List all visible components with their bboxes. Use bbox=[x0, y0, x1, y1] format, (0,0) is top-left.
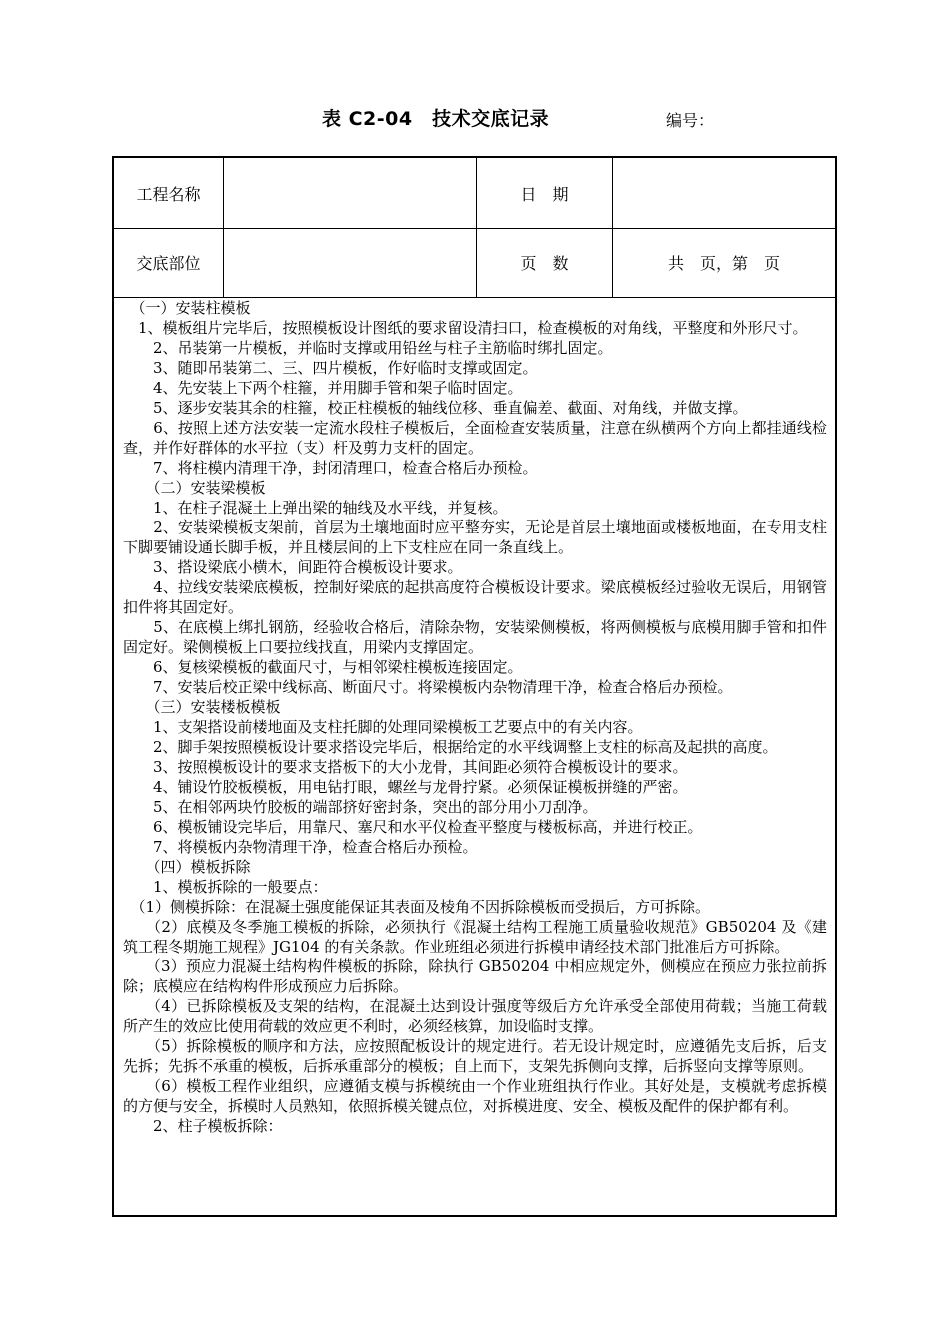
technical-briefing-record-sheet bbox=[112, 156, 837, 1217]
content-paragraph: 2、脚手架按照模板设计要求搭设完毕后，根据给定的水平线调整上支柱的标高及起拱的高度。 bbox=[123, 737, 778, 756]
content-paragraph: （5）拆除模板的顺序和方法，应按照配板设计的规定进行。若无设计规定时，应遵循先支后拆，后支先拆；先拆不承重的模板，后拆承重部分的模板；自上而下，支架先拆侧向支撑，后拆竖向支撑等原则。 bbox=[123, 1037, 827, 1076]
content-paragraph: 1、支架搭设前楼地面及支柱托脚的处理同梁模板工艺要点中的有关内容。 bbox=[123, 718, 643, 737]
content-paragraph: 1、模板拆除的一般要点： bbox=[123, 877, 328, 896]
content-paragraph: 1、模板组片完毕后，按照模板设计图纸的要求留设清扫口，检查模板的对角线，平整度和外形尺寸。 bbox=[123, 318, 808, 337]
content-paragraph: （二）安装梁模板 bbox=[123, 478, 266, 497]
title-row bbox=[0, 104, 950, 136]
content-paragraph: （三）安装楼板模板 bbox=[123, 698, 281, 717]
content-paragraph: 3、搭设梁底小横木，间距符合模板设计要求。 bbox=[123, 558, 463, 577]
content-paragraph: （四）模板拆除 bbox=[123, 857, 251, 876]
content-paragraph: 4、铺设竹胶板模板，用电钻打眼，螺丝与龙骨拧紧。必须保证模板拼缝的严密。 bbox=[123, 777, 688, 796]
briefing-content bbox=[114, 298, 835, 1215]
content-paragraph: 1、在柱子混凝土上弹出梁的轴线及水平线，并复核。 bbox=[123, 498, 508, 517]
content-paragraph: （2）底模及冬季施工模板的拆除，必须执行《混凝土结构工程施工质量验收规范》GB50204 及《建筑工程冬期施工规程》JG104 的有关条款。作业班组必须进行拆模申请经技术部门批准后方可拆除。 bbox=[123, 917, 827, 956]
content-paragraph: 7、安装后校正梁中线标高、断面尺寸。将梁模板内杂物清理干净，检查合格后办预检。 bbox=[123, 678, 733, 697]
document-number-label: 编号： bbox=[666, 111, 715, 130]
content-paragraph: 2、吊装第一片模板，并临时支撑或用铅丝与柱子主筋临时绑扎固定。 bbox=[123, 338, 613, 357]
content-paragraph: 3、按照模板设计的要求支搭板下的大小龙骨，其间距必须符合模板设计的要求。 bbox=[123, 757, 688, 776]
date-value[interactable] bbox=[613, 158, 835, 228]
project-name-value[interactable] bbox=[224, 158, 477, 228]
content-paragraph: （一）安装柱模板 bbox=[123, 299, 251, 317]
content-paragraph: 3、随即吊装第二、三、四片模板，作好临时支撑或固定。 bbox=[123, 358, 538, 377]
content-paragraph: 5、在相邻两块竹胶板的端部挤好密封条，突出的部分用小刀刮净。 bbox=[123, 797, 598, 816]
content-paragraph: 6、模板铺设完毕后，用靠尺、塞尺和水平仪检查平整度与楼板标高，并进行校正。 bbox=[123, 817, 703, 836]
date-label: 日 期 bbox=[477, 158, 613, 228]
info-row-project bbox=[114, 158, 835, 229]
pages-value: 共 页，第 页 bbox=[667, 254, 780, 273]
content-paragraph: 2、柱子模板拆除： bbox=[123, 1117, 283, 1136]
content-paragraph: 4、拉线安装梁底模板，控制好梁底的起拱高度符合模板设计要求。梁底模板经过验收无误后，用钢管扣件将其固定好。 bbox=[123, 578, 827, 617]
content-paragraph: 6、复核梁模板的截面尺寸，与相邻梁柱模板连接固定。 bbox=[123, 658, 523, 677]
project-name-label: 工程名称 bbox=[114, 158, 224, 228]
content-paragraph: （6）模板工程作业组织，应遵循支模与拆模统由一个作业班组执行作业。其好处是，支模就考虑拆模的方便与安全，拆模时人员熟知，依照拆模关键点位，对拆模进度、安全、模板及配件的保护都有利。 bbox=[123, 1077, 827, 1116]
location-value[interactable] bbox=[224, 228, 477, 297]
info-row-location bbox=[114, 228, 835, 298]
content-paragraph: 5、逐步安装其余的柱箍，校正柱模板的轴线位移、垂直偏差、截面、对角线，并做支撑。 bbox=[123, 398, 748, 417]
content-paragraph: 4、先安装上下两个柱箍，并用脚手管和架子临时固定。 bbox=[123, 378, 523, 397]
content-paragraph: 7、将模板内杂物清理干净，检查合格后办预检。 bbox=[123, 837, 478, 856]
content-paragraph: （3）预应力混凝土结构构件模板的拆除，除执行 GB50204 中相应规定外，侧模应在预应力张拉前拆除；底模应在结构构件形成预应力后拆除。 bbox=[123, 957, 827, 996]
document-title: 表 C2-04 技术交底记录 bbox=[322, 108, 550, 130]
content-paragraph: （4）已拆除模板及支架的结构，在混凝土达到设计强度等级后方允许承受全部使用荷载；当施工荷载所产生的效应比使用荷载的效应更不利时，必须经核算，加设临时支撑。 bbox=[123, 997, 827, 1036]
content-paragraph: 7、将柱模内清理干净，封闭清理口，检查合格后办预检。 bbox=[123, 458, 538, 477]
pages-label: 页 数 bbox=[477, 228, 613, 297]
content-paragraph: （1）侧模拆除：在混凝土强度能保证其表面及棱角不因拆除模板而受损后，方可拆除。 bbox=[123, 897, 711, 916]
location-label: 交底部位 bbox=[114, 228, 224, 297]
content-paragraph: 6、按照上述方法安装一定流水段柱子模板后，全面检查安装质量，注意在纵横两个方向上都挂通线检查，并作好群体的水平拉（支）杆及剪力支杆的固定。 bbox=[123, 418, 827, 457]
content-paragraph: 2、安装梁模板支架前，首层为土壤地面时应平整夯实，无论是首层土壤地面或楼板地面，在专用支柱下脚要铺设通长脚手板，并且楼层间的上下支柱应在同一条直线上。 bbox=[123, 518, 827, 557]
content-paragraph: 5、在底模上绑扎钢筋，经验收合格后，清除杂物，安装梁侧模板，将两侧模板与底模用脚手管和扣件固定好。梁侧模板上口要拉线找直，用梁内支撑固定。 bbox=[123, 618, 827, 657]
